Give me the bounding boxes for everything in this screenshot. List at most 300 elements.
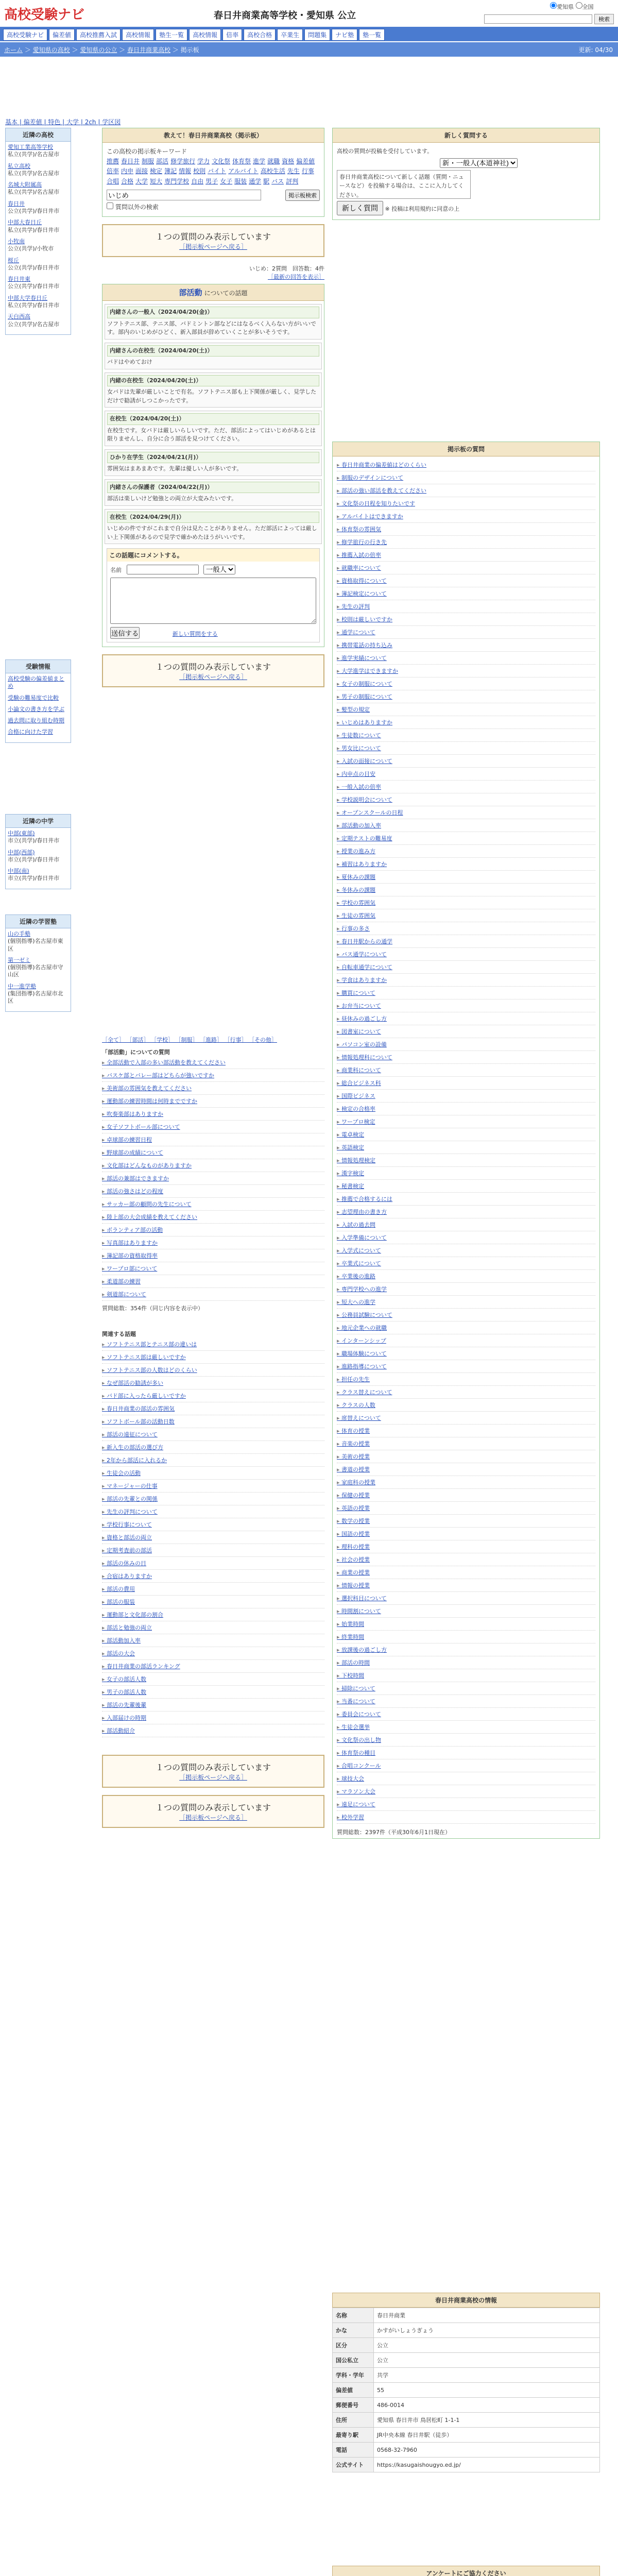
board-question-item[interactable]: ▸ 体育の授業 [337,1425,595,1437]
related2-item[interactable]: ▸ 部活の休みの日 [102,1557,324,1570]
board-question-item[interactable]: ▸ 生徒会選挙 [337,1721,595,1734]
nearby-school-item [8,257,68,272]
nearby-juku-item [8,957,68,979]
keyword-link[interactable]: 男子 [205,177,218,185]
related-item[interactable]: ▸ バスケ部とバレー部はどちらが強いですか [102,1069,324,1082]
related2-item[interactable]: ▸ 部活の費用 [102,1583,324,1596]
latest-answers-link[interactable]: ［最新の回答を表示］ [268,274,324,281]
exam-info-link[interactable]: 過去問に取り組む時期 [8,717,64,724]
keyword-link[interactable]: 先生 [287,167,300,175]
board-question-item[interactable]: ▸ パソコン室の設備 [337,1038,595,1051]
board-question-item[interactable]: ▸ 男子の制服について [337,690,595,703]
related-item[interactable]: ▸ 美術部の雰囲気を教えてください [102,1082,324,1095]
info-label: 最寄り駅 [333,2428,374,2443]
board-question-item[interactable]: ▸ ワープロ検定 [337,1115,595,1128]
keyword-link[interactable]: 評判 [286,177,299,185]
keyword-link[interactable]: 短大 [150,177,163,185]
left-nearby-juku [5,914,71,1012]
related-item[interactable]: ▸ ワープロ部について [102,1262,324,1275]
related2-item[interactable]: ▸ 部活動紹介 [102,1724,324,1737]
board-question-item[interactable]: ▸ 英語の授業 [337,1502,595,1515]
gnav-item[interactable]: 塾生一覧 [156,29,187,41]
board-question-item[interactable]: ▸ 公務員試験について [337,1309,595,1321]
board-question-item[interactable]: ▸ 購買について [337,987,595,999]
reply-body-textarea[interactable] [110,578,316,624]
poll-heading: アンケートにご協力ください [332,2566,600,2576]
post-item [105,372,322,408]
update-date: 更新: 04/30 [578,46,613,54]
keyword-link[interactable]: 専門学校 [164,177,190,185]
board-question-item[interactable]: ▸ 推薦入試の倍率 [337,549,595,562]
board-question-item[interactable]: ▸ 定期テストの難易度 [337,832,595,845]
related2-item[interactable]: ▸ ソフトボール部の活動日数 [102,1415,324,1428]
nearby-school-name[interactable]: 春日井 [8,200,25,207]
post-item [105,479,322,506]
related2-item[interactable]: ▸ 部活の大会 [102,1647,324,1660]
board-question-item[interactable]: ▸ 職場体験について [337,1347,595,1360]
nearby-school-name[interactable]: 愛知工業高等学校 [8,144,53,150]
board-question-item[interactable]: ▸ 先生の評判 [337,600,595,613]
related2-item[interactable]: ▸ 部活の先輩後輩 [102,1699,324,1711]
board-question-item[interactable]: ▸ 昼休みの過ごし方 [337,1012,595,1025]
keyword-link[interactable]: 内申 [121,167,134,175]
board-question-item[interactable]: ▸ 冬休みの課題 [337,884,595,896]
new-question-textarea[interactable]: 春日井商業高校について新しく話題（質問・ニュースなど）を投稿する場合は、ここに入力してください。 [337,170,471,199]
board-question-item[interactable]: ▸ 地元企業への就職 [337,1321,595,1334]
related2-item[interactable]: ▸ 春日井商業の部活ランキング [102,1660,324,1673]
board-question-item[interactable]: ▸ 国際ビジネス [337,1090,595,1103]
board-question-item[interactable]: ▸ 担任の先生 [337,1373,595,1386]
board-question-item[interactable]: ▸ 進学実績について [337,652,595,665]
global-nav [0,27,618,41]
gnav-item[interactable]: 問題集 [304,29,330,41]
nearby-school-item [8,219,68,234]
board-question-item[interactable]: ▸ アルバイトはできますか [337,510,595,523]
reply-submit-button[interactable]: 送信する [110,627,140,639]
reply-form: この話題にコメントする。 名前 一般人 送信する 新しい質問をする [107,548,320,642]
nearby-school-name[interactable]: 天白西高 [8,313,30,320]
board-question-item[interactable]: ▸ 授業の進み方 [337,845,595,858]
board-question-item[interactable]: ▸ 女子の制服について [337,677,595,690]
related2-item[interactable]: ▸ 部活動加入率 [102,1634,324,1647]
board-question-item[interactable]: ▸ 始業時間 [337,1618,595,1631]
related2-item[interactable]: ▸ 生徒会の活動 [102,1467,324,1480]
new-question-submit[interactable]: 新しく質問 [337,201,383,215]
keyword-link[interactable]: アルバイト [228,167,259,175]
board-question-item[interactable]: ▸ 制服のデザインについて [337,471,595,484]
board-question-item[interactable]: ▸ 内申点の目安 [337,768,595,781]
pref-radio-group[interactable]: 愛知県 全国 [550,2,594,11]
board-question-item[interactable]: ▸ 英語検定 [337,1141,595,1154]
reply-type-select[interactable] [203,565,235,574]
board-box: 教えて！春日井商業高校（掲示板） この高校の掲示板キーワード 推薦 春日井 制服 部活 修学旅行 学力 文化祭 体育祭 進学 就職 資格 偏差値倍率 内申 面接 検定 簿記 情報 校則 バイト アルバイト 高校生活 先生 行事合唱 合格 大学 短大 専門学校 自由 男子 女子 服装 通学 駅 バス 評判 いじめ 掲示板検索 質問以外の検索 [102,128,324,217]
related-item[interactable]: ▸ 柔道部の練習 [102,1275,324,1288]
related-item[interactable]: ▸ 簿記部の資格取得率 [102,1249,324,1262]
board-question-item[interactable]: ▸ 進路指導について [337,1360,595,1373]
nearby-school-name[interactable]: 中部大春日丘 [8,219,42,226]
nearby-school-item [8,144,68,159]
board-question-item[interactable]: ▸ 体育祭の雰囲気 [337,523,595,536]
school-info-box [332,2293,600,2472]
center-column [102,128,324,694]
keyword-link[interactable]: バス [271,177,284,185]
related2-item[interactable]: ▸ 先生の評判について [102,1505,324,1518]
gnav-item[interactable]: 高校情報 [122,29,154,41]
right-column [332,128,600,1846]
crumb-pref[interactable]: 愛知県の高校 [32,46,70,54]
related2-item[interactable]: ▸ 部活の遠征について [102,1428,324,1441]
keyword-link[interactable]: 倍率 [107,167,119,175]
info-value: かすがいしょうぎょう [374,2323,600,2338]
gnav-item[interactable]: 高校情報 [189,29,221,41]
info-label: 国公私立 [333,2353,374,2368]
board-question-item[interactable]: ▸ クラス替えについて [337,1386,595,1399]
related-item[interactable]: ▸ 写真部はありますか [102,1236,324,1249]
board-question-item[interactable]: ▸ オープンスクールの日程 [337,806,595,819]
board-question-item[interactable]: ▸ 下校時間 [337,1669,595,1682]
crumb-public[interactable]: 愛知県の公立 [80,46,117,54]
new-question-heading: 新しく質問する [333,128,599,143]
keyword-link[interactable]: 合格 [121,177,134,185]
board-question-item[interactable]: ▸ 校外学習 [337,1811,595,1824]
board-question-item[interactable]: ▸ 図書室について [337,1025,595,1038]
info-label: 偏差値 [333,2383,374,2398]
nearby-jhs-name[interactable]: 中部(西部) [8,849,35,856]
related2-item[interactable]: ▸ 部活と勉強の両立 [102,1621,324,1634]
board-question-item[interactable]: ▸ 掃除について [337,1682,595,1695]
keyword-link[interactable]: バイト [208,167,227,175]
board-question-item[interactable]: ▸ 卒業式について [337,1257,595,1270]
gnav-item[interactable]: 高校推薦入試 [76,29,121,41]
exam-info-link[interactable]: 受験の難易度で比較 [8,694,59,701]
board-question-item[interactable]: ▸ 学校の雰囲気 [337,896,595,909]
keyword-link[interactable]: 駅 [263,177,270,185]
board-question-item[interactable]: ▸ 生徒の雰囲気 [337,909,595,922]
board-question-item[interactable]: ▸ 家庭科の授業 [337,1476,595,1489]
info-row [333,2353,600,2368]
post-header: 内緒の在校生（2024/04/20(土)） [107,375,319,387]
board-question-item[interactable]: ▸ 修学旅行の行き先 [337,536,595,549]
board-question-item[interactable]: ▸ 入学準備について [337,1231,595,1244]
category-tabs[interactable]: ［全て］ ［部活］ ［学校］ ［制服］ ［進路］ ［行事］ ［その他］ [102,1037,277,1043]
board-question-item[interactable]: ▸ 秘書検定 [337,1180,595,1193]
gnav-item[interactable]: 高校合格 [244,29,276,41]
board-question-item[interactable]: ▸ 検定の合格率 [337,1103,595,1115]
keyword-link[interactable]: 行事 [301,167,314,175]
board-question-item[interactable]: ▸ 音楽の授業 [337,1437,595,1450]
board-list-box [332,442,600,1839]
board-question-item[interactable]: ▸ 合唱コンクール [337,1759,595,1772]
related2-item[interactable]: ▸ バド部に入ったら厳しいですか [102,1389,324,1402]
related2-item[interactable]: ▸ 女子の部活人数 [102,1673,324,1686]
board-question-item[interactable]: ▸ 総合ビジネス科 [337,1077,595,1090]
related-item[interactable]: ▸ 部活の兼部はできますか [102,1172,324,1185]
board-question-item[interactable]: ▸ 春日井駅からの通学 [337,935,595,948]
board-question-item[interactable]: ▸ 文化祭の出し物 [337,1734,595,1747]
board-question-item[interactable]: ▸ 商業の授業 [337,1566,595,1579]
nearby-juku-name[interactable]: 第一ゼミ [8,956,30,963]
board-search-button[interactable]: 掲示板検索 [285,190,320,201]
board-question-item[interactable]: ▸ 保健の授業 [337,1489,595,1502]
related-item[interactable]: ▸ ボランティア部の活動 [102,1224,324,1236]
pref-radio-aichi[interactable] [550,2,557,9]
board-question-item[interactable]: ▸ 商業科について [337,1064,595,1077]
keyword-link[interactable]: 合唱 [107,177,119,185]
board-question-item[interactable]: ▸ 理科の授業 [337,1540,595,1553]
keyword-link[interactable]: 学力 [197,158,210,165]
post-header: 内緒さんの保護者（2024/04/22(月)） [107,482,319,494]
related2-item[interactable]: ▸ ソフトテニス部の人数はどのくらい [102,1364,324,1377]
info-value: 公立 [374,2353,600,2368]
related-item[interactable]: ▸ 文化部はどんなものがありますか [102,1159,324,1172]
thread-box [102,284,324,647]
keyword-link[interactable]: 偏差値 [296,158,315,165]
board-question-item[interactable]: ▸ 志望理由の書き方 [337,1206,595,1218]
breadcrumb: ホーム ＞ 愛知県の高校 ＞ 愛知県の公立 ＞ 春日井商業高校 ＞ 掲示板 更新: 04/30 [0,42,618,57]
nearby-school-name[interactable]: 名城大附属高 [8,181,42,189]
related2-item[interactable]: ▸ 部活の服装 [102,1596,324,1608]
board-question-item[interactable]: ▸ 推薦で合格するには [337,1193,595,1206]
board-question-item[interactable]: ▸ 情報処理検定 [337,1154,595,1167]
board-question-item[interactable]: ▸ 大学進学はできますか [337,665,595,677]
related-item[interactable]: ▸ サッカー部の顧問の先生について [102,1198,324,1211]
board-question-item[interactable]: ▸ 入学式について [337,1244,595,1257]
board-question-item[interactable]: ▸ 放課後の過ごし方 [337,1643,595,1656]
nearby-school-name[interactable]: 私立高校 [8,162,30,170]
related2-item[interactable]: ▸ 男子の部活人数 [102,1686,324,1699]
related2-item[interactable]: ▸ 定期考査前の部活 [102,1544,324,1557]
board-question-item[interactable]: ▸ 簿記検定について [337,587,595,600]
gnav-item[interactable]: 塾一覧 [359,29,385,41]
board-question-item[interactable]: ▸ 校則は厳しいですか [337,613,595,626]
related2-item[interactable]: ▸ マネージャーの仕事 [102,1480,324,1493]
nearby-jhs-name[interactable]: 中部(南) [8,868,29,875]
exam-info-link[interactable]: 合格に向けた学習 [8,728,53,736]
board-question-item[interactable]: ▸ 学校説明会について [337,793,595,806]
board-question-item[interactable]: ▸ 入試の面接について [337,755,595,768]
related2-item[interactable]: ▸ 資格と部活の両立 [102,1531,324,1544]
related-section [102,1036,324,1835]
board-question-item[interactable]: ▸ 球技大会 [337,1772,595,1785]
related2-item[interactable]: ▸ 2年から部活に入れるか [102,1454,324,1467]
keyword-link[interactable]: 服装 [234,177,247,185]
new-question-link[interactable]: 新しい質問をする [172,631,218,638]
keyword-link[interactable]: 文化祭 [212,158,231,165]
board-question-item[interactable]: ▸ 漢字検定 [337,1167,595,1180]
related-item[interactable]: ▸ 陸上部の大会成績を教えてください [102,1211,324,1224]
keyword-link[interactable]: 女子 [220,177,233,185]
nearby-school-name[interactable]: 桜丘 [8,257,19,264]
board-question-item[interactable]: ▸ 部活の強い部活を教えてください [337,484,595,497]
keyword-link[interactable]: 情報 [179,167,192,175]
related2-item[interactable]: ▸ 学校行事について [102,1518,324,1531]
board-question-item[interactable]: ▸ 電卓検定 [337,1128,595,1141]
board-question-item[interactable]: ▸ 数学の授業 [337,1515,595,1528]
board-question-item[interactable]: ▸ バス通学について [337,948,595,961]
board-question-item[interactable]: ▸ 席替えについて [337,1412,595,1425]
board-question-item[interactable]: ▸ 携帯電話の持ち込み [337,639,595,652]
keyword-link[interactable]: 面接 [135,167,148,175]
board-question-item[interactable]: ▸ 入試の過去問 [337,1218,595,1231]
keyword-link[interactable]: 校則 [193,167,206,175]
board-question-item[interactable]: ▸ 部活の時間 [337,1656,595,1669]
board-question-item[interactable]: ▸ 夏休みの課題 [337,871,595,884]
gnav-item[interactable]: 倍率 [222,29,242,41]
crumb-home[interactable]: ホーム [4,46,23,54]
nearby-school-meta: 私立(共学)/春日井市 [8,302,60,309]
board-question-item[interactable]: ▸ 髪型の規定 [337,703,595,716]
related2-item[interactable]: ▸ 部活の先輩との関係 [102,1493,324,1505]
left-exam-info [5,659,71,743]
board-question-item[interactable]: ▸ 部活動の加入率 [337,819,595,832]
board-question-item[interactable]: ▸ 情報処理科について [337,1051,595,1064]
board-question-item[interactable]: ▸ 終業時間 [337,1631,595,1643]
keyword-link[interactable]: 資格 [282,158,295,165]
post-body: 雰囲気はまあまあです。先輩は優しい人が多いです。 [107,465,243,472]
board-question-item[interactable]: ▸ 男女比について [337,742,595,755]
board-question-item[interactable]: ▸ 行事の多さ [337,922,595,935]
keyword-intro: この高校の掲示板キーワード [107,148,187,155]
info-row [333,2398,600,2413]
board-question-item[interactable]: ▸ インターンシップ [337,1334,595,1347]
keyword-link[interactable]: 修学旅行 [170,158,196,165]
related-item[interactable]: ▸ 野球部の成績について [102,1146,324,1159]
board-question-item[interactable]: ▸ 自転車通学について [337,961,595,974]
board-question-item[interactable]: ▸ 生徒数について [337,729,595,742]
keyword-list [107,157,320,187]
school-info-heading: 春日井商業高校の情報 [332,2293,600,2308]
gnav-item[interactable]: 高校受験ナビ [3,29,47,41]
site-logo[interactable]: 高校受験ナビ [4,7,85,23]
related2-item[interactable]: ▸ ソフトテニス部は厳しいですか [102,1351,324,1364]
board-question-item[interactable]: ▸ 国語の授業 [337,1528,595,1540]
board-question-item[interactable]: ▸ 就職率について [337,562,595,574]
nearby-school-item [8,163,68,178]
keyword-link[interactable]: 体育祭 [232,158,251,165]
info-label: 公式サイト [333,2458,374,2472]
keyword-link[interactable]: 就職 [267,158,280,165]
gnav-item[interactable]: ナビ塾 [332,29,357,41]
board-question-item[interactable]: ▸ 文化祭の日程を知りたいです [337,497,595,510]
related-item[interactable]: ▸ 卓球部の練習日程 [102,1133,324,1146]
related-item[interactable]: ▸ 吹奏楽部はありますか [102,1108,324,1121]
back-to-board-link-2[interactable]: ［掲示板ページへ戻る］ [179,673,247,681]
board-question-item[interactable]: ▸ 短大への進学 [337,1296,595,1309]
board-question-item[interactable]: ▸ 春日井商業の偏差値はどのくらい [337,459,595,471]
related2-item[interactable]: ▸ ソフトテニス部とテニス部の違いは [102,1338,324,1351]
left-nearby-schools [5,128,71,335]
header-search-button[interactable]: 検索 [594,14,614,24]
board-question-item[interactable]: ▸ 時間割について [337,1605,595,1618]
related-item[interactable]: ▸ 全部活動で入部の多い部活動を教えてください [102,1056,324,1069]
info-row [333,2458,600,2472]
board-question-item[interactable]: ▸ 情報の授業 [337,1579,595,1592]
nearby-jhs-name[interactable]: 中部(東部) [8,830,35,837]
back-to-board-link-3[interactable]: ［掲示板ページへ戻る］ [179,1774,247,1781]
board-question-item[interactable]: ▸ 補習はありますか [337,858,595,871]
back-to-board-link-4[interactable]: ［掲示板ページへ戻る］ [179,1814,247,1821]
board-question-item[interactable]: ▸ 学食はありますか [337,974,595,987]
keyword-link[interactable]: 推薦 [107,158,119,165]
post-header: ひかり在学生（2024/04/21(月)） [107,452,319,464]
board-question-item[interactable]: ▸ 委員会について [337,1708,595,1721]
related-item[interactable]: ▸ 部活の強さはどの程度 [102,1185,324,1198]
board-question-item[interactable]: ▸ 選択科目について [337,1592,595,1605]
back-to-board-link[interactable]: ［掲示板ページへ戻る］ [179,243,247,251]
nearby-juku-name[interactable]: 中一進学塾 [8,982,36,990]
board-question-item[interactable]: ▸ 遠足について [337,1798,595,1811]
board-question-item[interactable]: ▸ 通学について [337,626,595,639]
school-subnav[interactable]: 基本 | 偏差値 | 特色 | 大学 | 2ch | 学区図 [5,118,121,126]
related2-item[interactable]: ▸ なぜ部活の勧誘が多い [102,1377,324,1389]
keyword-link[interactable]: 制服 [142,158,154,165]
related-item[interactable]: ▸ 剣道部について [102,1288,324,1301]
related2-item[interactable]: ▸ 入部届けの時期 [102,1711,324,1724]
board-question-item[interactable]: ▸ 体育祭の種目 [337,1747,595,1759]
keyword-link[interactable]: 部活 [156,158,169,165]
crumb-school[interactable]: 春日井商業高校 [127,46,170,54]
keyword-link[interactable]: 簿記 [164,167,177,175]
nearby-school-item [8,200,68,215]
nearby-juku-name[interactable]: 山の手塾 [8,930,30,937]
board-question-item[interactable]: ▸ 美術の授業 [337,1450,595,1463]
keyword-link[interactable]: 進学 [253,158,266,165]
pref-radio-all[interactable] [576,2,582,9]
board-question-item[interactable]: ▸ 当番について [337,1695,595,1708]
new-question-type-select[interactable] [440,158,518,168]
board-question-item[interactable]: ▸ 卒業後の進路 [337,1270,595,1283]
post-list [102,304,324,544]
nearby-school-name[interactable]: 中部大学春日丘 [8,294,47,301]
nearby-jhs-item [8,830,68,845]
keyword-link[interactable]: 通学 [249,177,262,185]
related2-item[interactable]: ▸ 新入生の部活の選び方 [102,1441,324,1454]
board-question-item[interactable]: ▸ 専門学校への進学 [337,1283,595,1296]
related2-item[interactable]: ▸ 運動部と文化部の割合 [102,1608,324,1621]
board-heading: 教えて！春日井商業高校（掲示板） [102,128,324,143]
related-item[interactable]: ▸ 女子ソフトボール部について [102,1121,324,1133]
board-search-input[interactable] [107,190,261,200]
gnav-item[interactable]: 卒業生 [277,29,303,41]
board-question-item[interactable]: ▸ お弁当について [337,999,595,1012]
keyword-link[interactable]: 自由 [191,177,204,185]
related2-item[interactable]: ▸ 春日井商業の部活の雰囲気 [102,1402,324,1415]
nearby-school-name[interactable]: 春日井東 [8,276,30,283]
nearby-school-meta: 公立(共学)/春日井市 [8,208,60,215]
board-question-item[interactable]: ▸ クラスの人数 [337,1399,595,1412]
board-question-item[interactable]: ▸ マラソン大会 [337,1785,595,1798]
keyword-link[interactable]: 大学 [135,177,148,185]
exam-info-link[interactable]: 小論文の書き方を学ぶ [8,705,64,713]
related-item[interactable]: ▸ 運動部の練習時間は何時までですか [102,1095,324,1108]
board-question-item[interactable]: ▸ 社会の授業 [337,1553,595,1566]
board-question-item[interactable]: ▸ 資格取得について [337,574,595,587]
board-question-item[interactable]: ▸ いじめはありますか [337,716,595,729]
board-question-item[interactable]: ▸ 書道の授業 [337,1463,595,1476]
header-search-input[interactable] [484,14,592,24]
nearby-school-name[interactable]: 小牧南 [8,238,25,245]
board-question-item[interactable]: ▸ 一般入試の倍率 [337,781,595,793]
keyword-link[interactable]: 高校生活 [260,167,285,175]
keyword-link[interactable]: 検定 [150,167,163,175]
related2-item[interactable]: ▸ 合宿はありますか [102,1570,324,1583]
info-value: 共学 [374,2368,600,2383]
reply-name-input[interactable] [127,565,199,574]
keyword-link[interactable]: 春日井 [121,158,140,165]
gnav-item[interactable]: 偏差値 [49,29,75,41]
exam-info-link[interactable]: 高校受験の偏差値まとめ [8,675,64,690]
search-scope-checkbox[interactable] [107,202,113,209]
